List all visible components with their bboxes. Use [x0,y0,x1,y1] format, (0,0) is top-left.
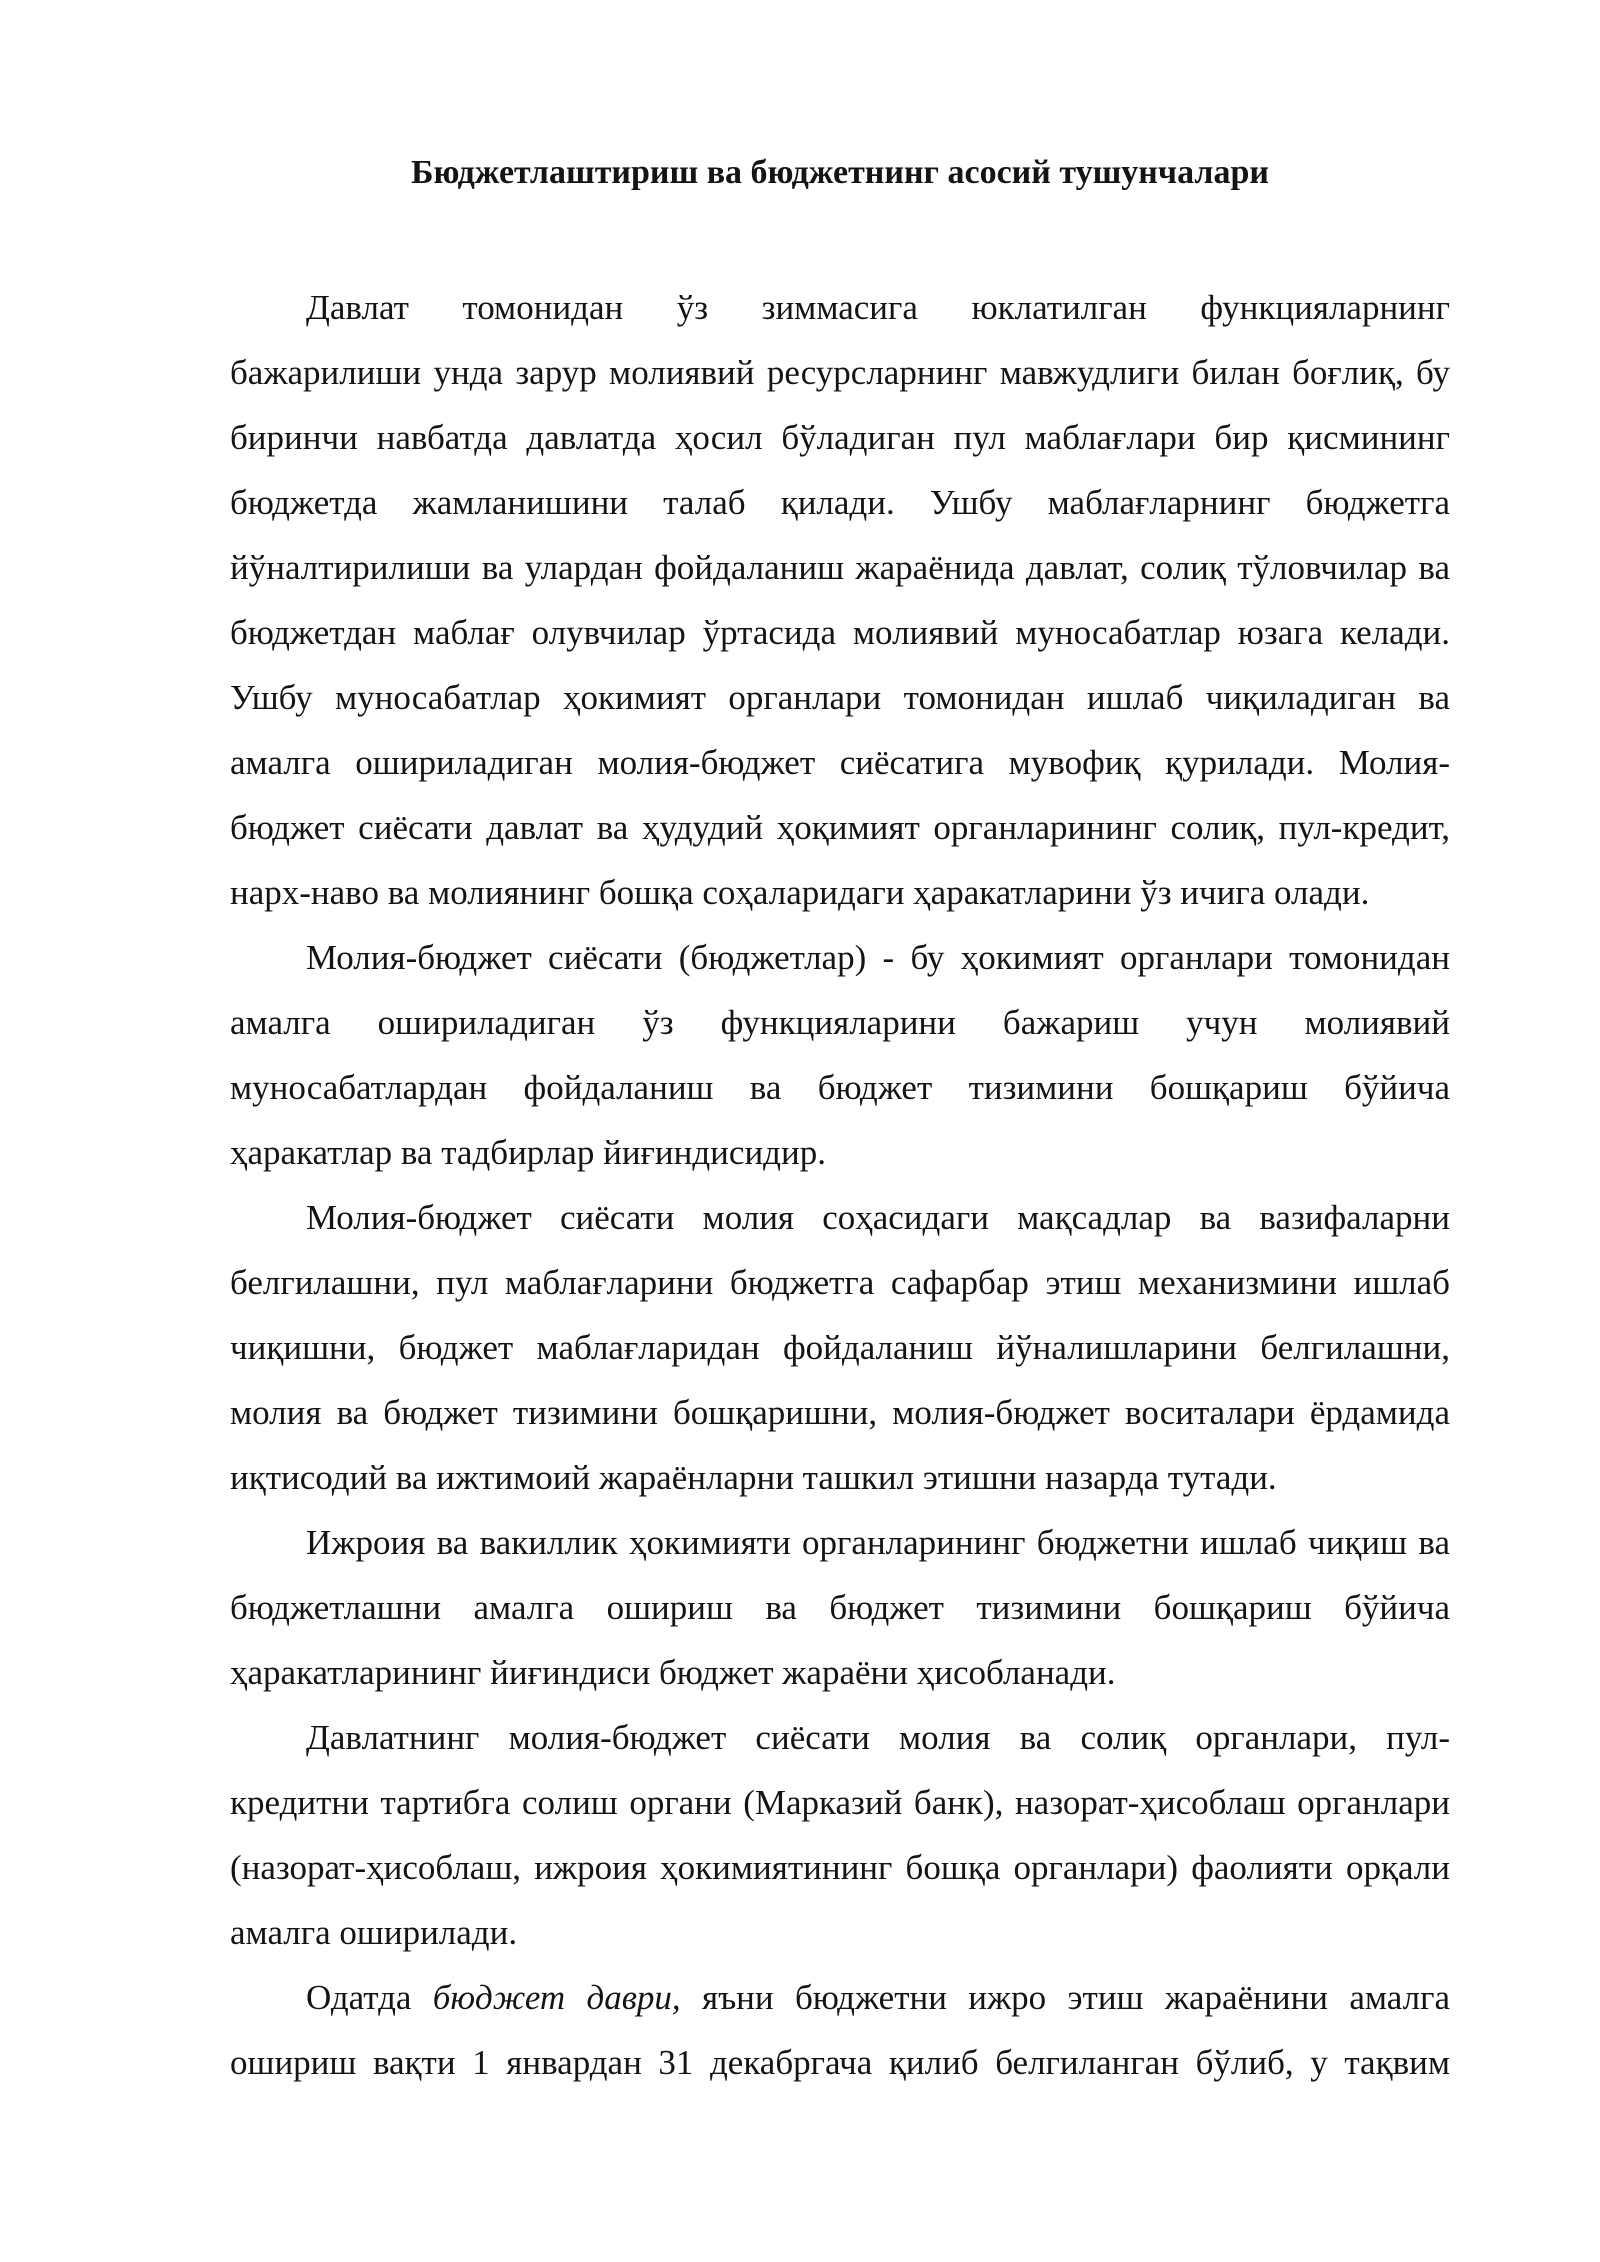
paragraph-line: молия ва бюджет тизимини бошқаришни, молия-бюджет воситалари ёрдамида [230,1393,1450,1432]
paragraph-6 [230,1965,1450,2095]
paragraph-line: бюджетдан маблағ олувчилар ўртасида молиявий муносабатлар юзага келади. [230,613,1450,652]
paragraph-line: белгилашни, пул маблағларини бюджетга сафарбар этиш механизмини ишлаб [230,1263,1450,1302]
paragraph-4 [230,1510,1450,1705]
paragraph-line [230,1965,1450,2030]
paragraph-line: бюджет сиёсати давлат ва ҳудудий ҳоқимият органларининг солиқ, пул-кредит, [230,808,1450,847]
document-title: Бюджетлаштириш ва бюджетнинг асосий тушунчалари [411,154,1269,191]
paragraph-line: Ушбу муносабатлар ҳокимият органлари томонидан ишлаб чиқиладиган ва [230,678,1450,717]
paragraph-line: Ижроия ва вакиллик ҳокимияти органларининг бюджетни ишлаб чиқиш ва [306,1523,1450,1562]
paragraph-line: нарх-наво ва молиянинг бошқа соҳаларидаги ҳаракатларини ўз ичига олади. [230,873,1370,912]
paragraph-line: кредитни тартибга солиш органи (Марказий банк), назорат-ҳисоблаш органлари [230,1783,1450,1822]
paragraph-line: (назорат-ҳисоблаш, ижроия ҳокимиятининг бошқа органлари) фаолияти орқали [230,1848,1450,1887]
paragraph-1 [230,275,1450,925]
paragraph-3 [230,1185,1450,1510]
paragraph-line: биринчи навбатда давлатда ҳосил бўладиган пул маблағлари бир қисмининг [230,418,1450,457]
paragraph-line: иқтисодий ва ижтимоий жараёнларни ташкил этишни назарда тутади. [230,1458,1277,1497]
paragraph-line: ҳаракатларининг йиғиндиси бюджет жараёни ҳисобланади. [230,1653,1116,1692]
paragraph-line: амалга оширилади. [230,1913,518,1952]
paragraph-line: бюджетда жамланишини талаб қилади. Ушбу маблағларнинг бюджетга [230,483,1450,522]
paragraph-line: чиқишни, бюджет маблағларидан фойдаланиш йўналишларини белгилашни, [230,1328,1450,1367]
document-body [230,275,1450,2095]
paragraph-line: Молия-бюджет сиёсати молия соҳасидаги мақсадлар ва вазифаларни [306,1198,1450,1237]
paragraph-line: бюджетлашни амалга ошириш ва бюджет тизимини бошқариш бўйича [230,1588,1450,1627]
line-text: Одатда [306,1978,433,2017]
paragraph-line: Давлатнинг молия-бюджет сиёсати молия ва солиқ органлари, пул- [306,1718,1450,1757]
paragraph-line: амалга ошириладиган молия-бюджет сиёсатига мувофиқ қурилади. Молия- [230,743,1450,782]
paragraph-line: Давлат томонидан ўз зиммасига юклатилган функцияларнинг [306,288,1450,327]
line-text: яъни бюджетни ижро этиш жараёнини амалга [680,1978,1450,2017]
paragraph-line: йўналтирилиши ва улардан фойдаланиш жараёнида давлат, солиқ тўловчилар ва [230,548,1450,587]
paragraph-5 [230,1705,1450,1965]
paragraph-line: амалга ошириладиган ўз функцияларини бажариш учун молиявий [230,1003,1450,1042]
paragraph-line: ҳаракатлар ва тадбирлар йиғиндисидир. [230,1133,826,1172]
paragraph-2 [230,925,1450,1185]
paragraph-line: бажарилиши унда зарур молиявий ресурсларнинг мавжудлиги билан боғлиқ, бу [230,353,1450,392]
paragraph-line: муносабатлардан фойдаланиш ва бюджет тизимини бошқариш бўйича [230,1068,1450,1107]
paragraph-line: Молия-бюджет сиёсати (бюджетлар) - бу ҳокимият органлари томонидан [306,938,1450,977]
paragraph-line: ошириш вақти 1 январдан 31 декабргача қилиб белгиланган бўлиб, у тақвим [230,2043,1450,2082]
italic-term: бюджет даври, [432,1978,681,2017]
